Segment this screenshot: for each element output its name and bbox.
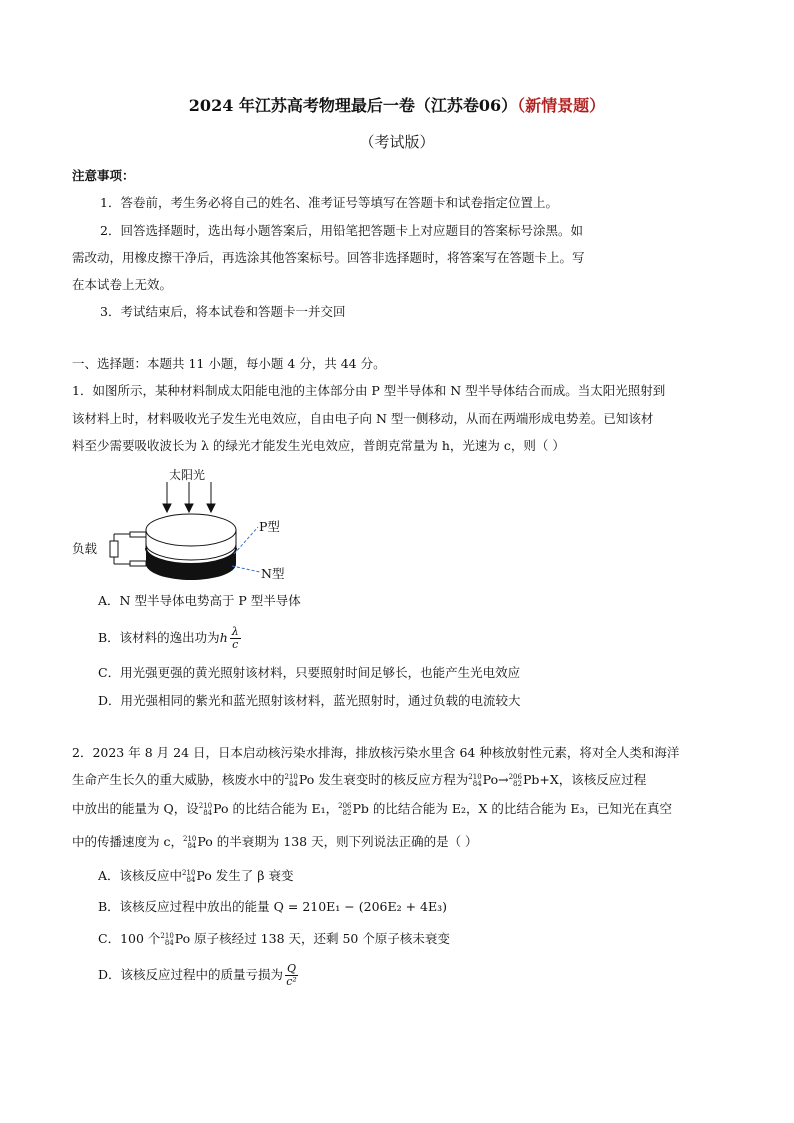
page-title [0, 93, 794, 116]
page-subtitle: （考试版） [359, 133, 435, 151]
pb-nuclide: 206 82 [508, 772, 522, 788]
po-nuclide: 210 84 [284, 772, 298, 788]
q1-line-2: 该材料上时，材料吸收光子发生光电效应，自由电子向 N 型一侧移动，从而在两端形成电势差。已知该材 [72, 411, 654, 426]
cell-top-surface [146, 514, 236, 546]
q2-line-1: 2．2023 年 8 月 24 日，日本启动核污染水排海，排放核污染水里含 64 种核放射性元素，将对全人类和海洋 [72, 745, 680, 760]
q2-line-4: 中的传播速度为 c，210 84Po 的半衰期为 138 天，则下列说法正确的是（ ） [72, 834, 478, 850]
title-main: 2024 年江苏高考物理最后一卷（江苏卷06） [188, 96, 518, 115]
notice-item-2-line-3: 在本试卷上无效。 [72, 277, 173, 292]
q1-line-3: 料至少需要吸收波长为 λ 的绿光才能发生光电效应，普朗克常量为 h，光速为 c，则（ ） [72, 438, 565, 453]
q2-line-2: 生命产生长久的重大威胁，核废水中的210 84Po 发生衰变时的核反应方程为210 84Po→206 82Pb+X，该核反应过程 [72, 772, 647, 788]
notice-item-2-line-1: 2．回答选择题时，选出每小题答案后，用铅笔把答题卡上对应题目的答案标号涂黑。如 [100, 223, 583, 238]
q2-option-c: C．100 个210 84Po 原子核经过 138 天，还剩 50 个原子核未衰变 [98, 931, 450, 947]
q2-line-3: 中放出的能量为 Q，设210 84Po 的比结合能为 E₁，206 82Pb 的比结合能为 E₂，X 的比结合能为 E₃，已知光在真空 [72, 801, 672, 817]
q2-option-d: D．该核反应过程中的质量亏损为 $\frac{Q}{\text{c²}}$ [98, 962, 297, 988]
q2-option-a: A．该核反应中210 84Po 发生了 β 衰变 [98, 868, 294, 884]
load-label: 负载 [72, 541, 98, 556]
lambda-over-c-fraction: $\frac{\lambda}{c}$ [231, 625, 239, 651]
p-type-leader [234, 527, 258, 554]
n-type-leader [232, 566, 260, 572]
solar-cell-diagram [70, 460, 310, 590]
sunlight-label: 太阳光 [169, 468, 206, 482]
notice-item-1: 1．答卷前，考生务必将自己的姓名、准考证号等填写在答题卡和试卷指定位置上。 [100, 195, 558, 210]
notice-item-3: 3．考试结束后，将本试卷和答题卡一并交回 [100, 304, 346, 319]
q1-line-1: 1．如图所示，某种材料制成太阳能电池的主体部分由 P 型半导体和 N 型半导体结合而成。当太阳光照射到 [72, 383, 666, 398]
q1-option-d: D．用光强相同的紫光和蓝光照射该材料，蓝光照射时，通过负载的电流较大 [98, 693, 521, 708]
q1-option-b: B．该材料的逸出功为h $\frac{\lambda}{c}$ [98, 625, 239, 651]
notice-heading: 注意事项： [72, 168, 135, 183]
sunlight-arrows [163, 482, 215, 512]
q2-option-b: B．该核反应过程中放出的能量 Q = 210E₁ − (206E₂ + 4E₃) [98, 899, 447, 914]
q1-option-a: A．N 型半导体电势高于 P 型半导体 [98, 593, 301, 608]
n-type-label: N型 [261, 566, 285, 581]
q1-option-c: C．用光强更强的黄光照射该材料，只要照射时间足够长，也能产生光电效应 [98, 665, 521, 680]
load-circuit [110, 532, 146, 566]
notice-item-2-line-2: 需改动，用橡皮擦干净后，再选涂其他答案标号。回答非选择题时，将答案写在答题卡上。写 [72, 250, 585, 265]
q-over-c2-fraction: $\frac{Q}{\text{c²}}$ [286, 962, 297, 988]
title-accent: （新情景题） [517, 96, 606, 115]
p-type-label: P型 [259, 519, 280, 534]
section-heading: 一、选择题：本题共 11 小题，每小题 4 分，共 44 分。 [72, 356, 386, 371]
